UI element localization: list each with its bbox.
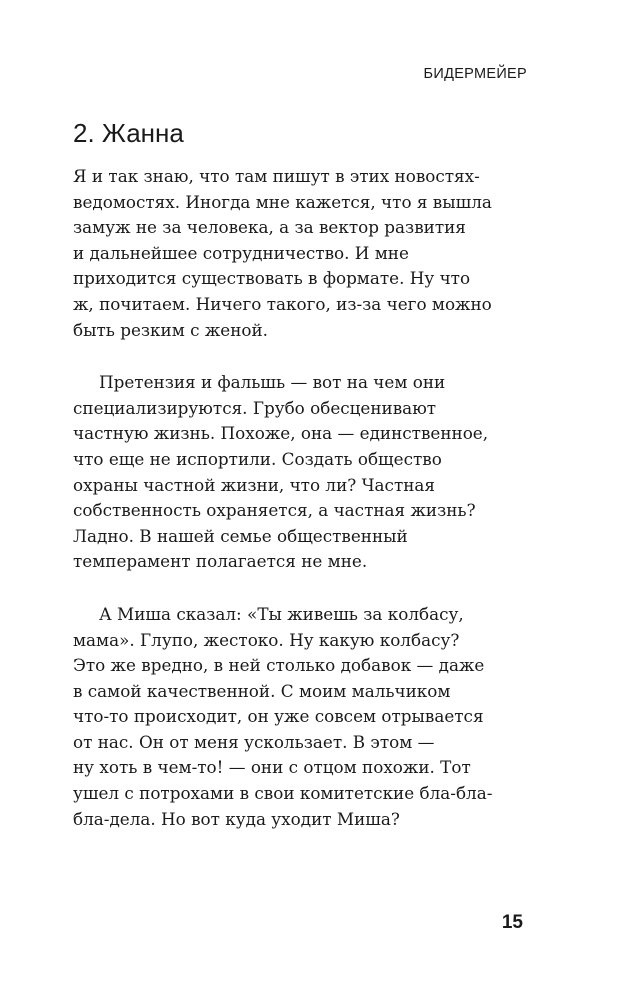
text-line: собственность охраняется, а частная жизнь?: [73, 500, 476, 521]
page-number: 15: [501, 912, 523, 933]
text-line: мама». Глупо, жестоко. Ну какую колбасу?: [73, 629, 460, 650]
text-line: что еще не испортили. Создать общество: [73, 448, 442, 469]
body-text: [73, 164, 531, 832]
text-line: быть резким с женой.: [73, 319, 269, 340]
text-line: специализируются. Грубо обесценивают: [73, 397, 437, 418]
text-line: от нас. Он от меня ускользает. В этом —: [73, 731, 435, 752]
text-line: ну хоть в чем-то! — они с отцом похожи. Тот: [73, 757, 471, 778]
paragraph-1: [73, 164, 531, 343]
paragraph-3: [73, 602, 531, 832]
text-line: в самой качественной. С моим мальчиком: [73, 680, 451, 701]
text-line: А Миша сказал: «Ты живешь за колбасу,: [99, 603, 464, 624]
text-line: частную жизнь. Похоже, она — единственное,: [73, 423, 489, 444]
text-line: что-то происходит, он уже совсем отрывается: [73, 706, 484, 727]
running-header: БИДЕРМЕЙЕР: [423, 66, 527, 82]
text-line: ушел с потрохами в свои комитетские бла-бла-: [73, 783, 493, 804]
text-line: бла-дела. Но вот куда уходит Миша?: [73, 808, 400, 829]
text-line: и дальнейшее сотрудничество. И мне: [73, 242, 409, 263]
text-line: Это же вредно, в ней столько добавок — даже: [73, 655, 485, 676]
text-line: темперамент полагается не мне.: [73, 551, 368, 572]
text-line: ж, почитаем. Ничего такого, из-за чего можно: [73, 293, 492, 314]
text-line: ведомостях. Иногда мне кажется, что я вышла: [73, 191, 492, 212]
paragraph-2: [73, 370, 531, 575]
text-line: замуж не за человека, а за вектор развития: [73, 217, 466, 238]
chapter-title: 2. Жанна: [73, 118, 184, 148]
text-line: Претензия и фальшь — вот на чем они: [99, 372, 446, 393]
text-line: охраны частной жизни, что ли? Частная: [73, 474, 436, 495]
text-line: Я и так знаю, что там пишут в этих новостях-: [73, 166, 480, 186]
text-line: приходится существовать в формате. Ну что: [73, 268, 471, 289]
text-line: Ладно. В нашей семье общественный: [73, 525, 408, 546]
